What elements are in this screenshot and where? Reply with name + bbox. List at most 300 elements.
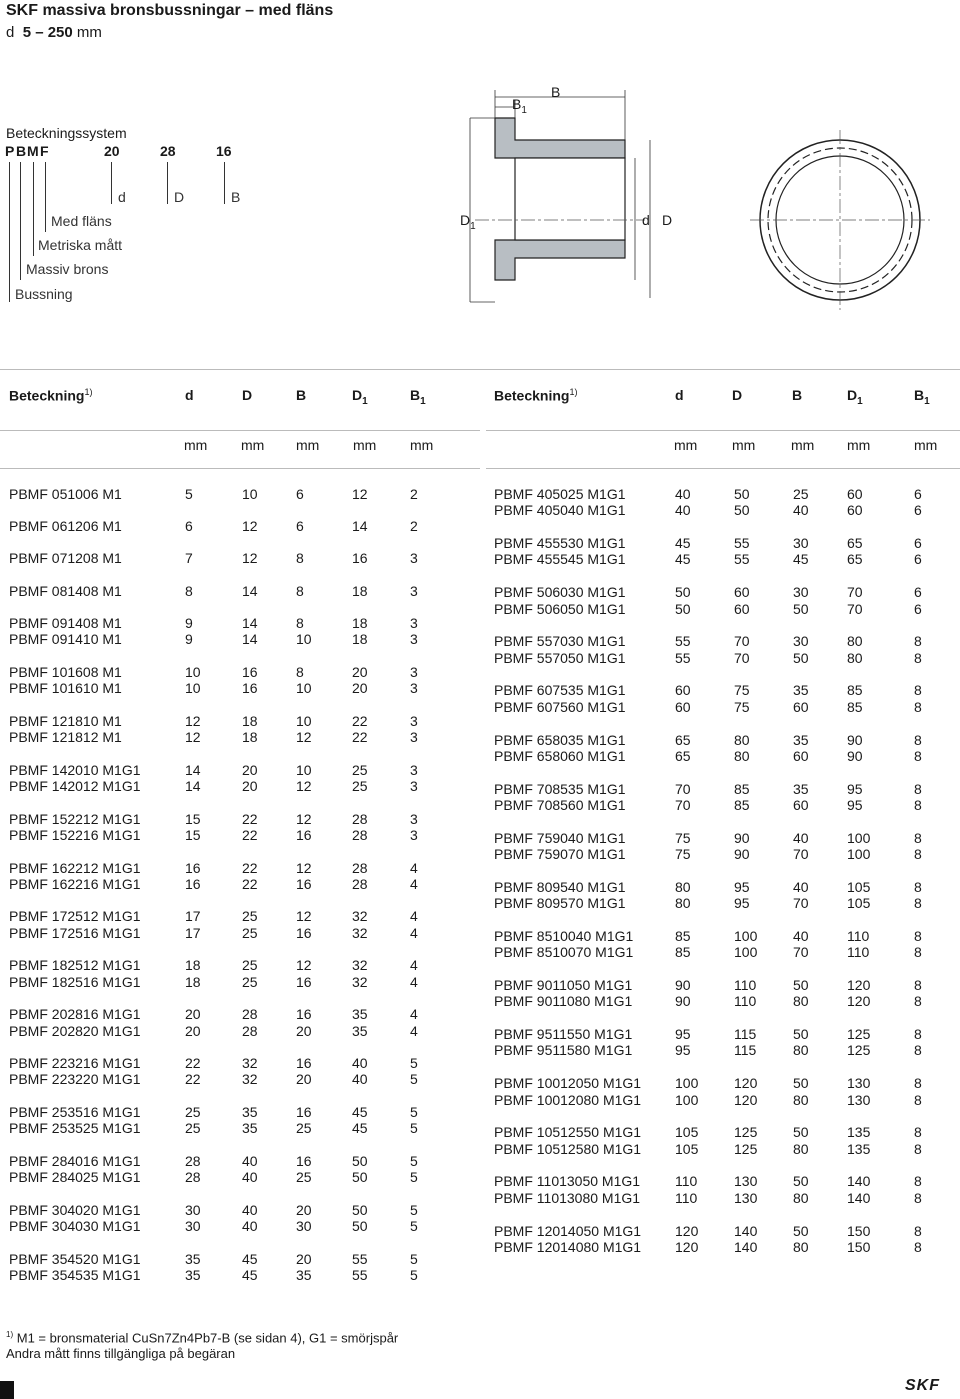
value-cell: 105 [847, 878, 871, 895]
value-cell: 60 [847, 486, 863, 502]
designation-cell: PBMF 12014050 M1G1 [494, 1222, 642, 1239]
value-cell: 80 [734, 731, 750, 748]
value-cell: 10 [296, 680, 312, 697]
value-cell: 85 [734, 780, 750, 797]
value-cell: 3 [410, 583, 418, 599]
value-cell: 50 [793, 600, 809, 617]
value-cell: 70 [734, 633, 750, 650]
value-cell: 40 [675, 502, 691, 519]
end-view [750, 130, 930, 310]
value-cell: 55 [734, 535, 750, 552]
value-cell: 50 [793, 1026, 809, 1043]
value-cell: 20 [296, 1250, 312, 1267]
value-cell: 25 [242, 924, 258, 941]
value-cell: 125 [734, 1124, 758, 1141]
designation-cell: PBMF 091410 M1 [9, 631, 122, 648]
col-header-D-right: D [732, 387, 743, 403]
value-cell: 60 [793, 747, 809, 764]
designation-cell: PBMF 10512550 M1G1 [494, 1124, 642, 1141]
designation-cell: PBMF 607535 M1G1 [494, 682, 626, 699]
value-cell: 150 [847, 1222, 871, 1239]
value-cell: 60 [734, 600, 750, 617]
value-cell: 50 [734, 502, 750, 519]
value-cell: 55 [734, 551, 750, 568]
value-cell: 20 [185, 1022, 201, 1039]
value-cell: 16 [296, 875, 312, 892]
value-cell: 8 [185, 583, 193, 599]
code-p: P [5, 143, 15, 159]
designation-cell: PBMF 162212 M1G1 [9, 859, 141, 876]
value-cell: 22 [352, 712, 368, 729]
value-cell: 3 [410, 663, 418, 680]
value-cell: 8 [296, 663, 304, 680]
designation-cell: PBMF 557030 M1G1 [494, 633, 626, 650]
value-cell: 5 [410, 1169, 418, 1186]
designation-cell: PBMF 11013080 M1G1 [494, 1189, 641, 1206]
designation-cell: PBMF 253516 M1G1 [9, 1104, 141, 1120]
value-cell: 130 [734, 1173, 758, 1190]
value-cell: 8 [914, 878, 922, 895]
value-cell: 28 [352, 826, 368, 843]
value-cell: 25 [242, 908, 258, 925]
value-cell: 35 [793, 731, 809, 748]
value-cell: 95 [734, 895, 750, 912]
value-cell: 30 [296, 1218, 312, 1235]
value-cell: 125 [847, 1026, 871, 1043]
value-cell: 90 [847, 747, 863, 764]
designation-cell: PBMF 405025 M1G1 [494, 486, 626, 502]
value-cell: 8 [914, 731, 922, 748]
designation-cell: PBMF 607560 M1G1 [494, 698, 626, 715]
value-cell: 22 [242, 826, 258, 843]
value-cell: 100 [847, 846, 871, 862]
drawing-label-D: D [662, 212, 673, 228]
value-cell: 15 [185, 826, 201, 843]
value-cell: 4 [410, 1006, 418, 1023]
value-cell: 105 [847, 895, 871, 912]
designation-cell: PBMF 142010 M1G1 [9, 761, 141, 778]
value-cell: 5 [410, 1152, 418, 1169]
value-cell: 3 [410, 761, 418, 778]
value-cell: 50 [352, 1218, 368, 1235]
code-line-20 [111, 162, 112, 204]
value-cell: 35 [352, 1022, 368, 1039]
designation-cell: PBMF 284016 M1G1 [9, 1152, 141, 1169]
value-cell: 12 [242, 518, 258, 534]
value-cell: 45 [793, 551, 809, 568]
header-line-left [0, 430, 480, 431]
value-cell: 8 [914, 944, 922, 961]
designation-cell: PBMF 12014080 M1G1 [494, 1238, 642, 1255]
subtitle-d: d [6, 24, 15, 41]
value-cell: 100 [675, 1091, 699, 1108]
value-cell: 5 [410, 1055, 418, 1072]
value-cell: 8 [914, 1222, 922, 1239]
value-cell: 115 [734, 1026, 757, 1043]
value-cell: 14 [242, 615, 258, 631]
value-cell: 120 [675, 1238, 699, 1255]
code-line-p [9, 162, 10, 302]
unit-line-right [486, 468, 960, 469]
designation-cell: PBMF 253525 M1G1 [9, 1120, 141, 1137]
value-cell: 70 [793, 895, 809, 912]
value-cell: 130 [847, 1091, 871, 1108]
value-cell: 80 [847, 649, 863, 666]
designation-cell: PBMF 223216 M1G1 [9, 1055, 141, 1072]
value-cell: 40 [242, 1169, 258, 1186]
designation-cell: PBMF 759040 M1G1 [494, 829, 626, 846]
label-massiv-brons: Massiv brons [26, 261, 109, 277]
value-cell: 8 [914, 780, 922, 797]
value-cell: 12 [296, 957, 312, 974]
value-cell: 4 [410, 875, 418, 892]
value-cell: 3 [410, 615, 418, 631]
designation-cell: PBMF 11013050 M1G1 [494, 1173, 641, 1190]
value-cell: 40 [242, 1152, 258, 1169]
value-cell: 28 [242, 1022, 258, 1039]
designation-cell: PBMF 172512 M1G1 [9, 908, 141, 925]
value-cell: 25 [296, 1169, 312, 1186]
code-28: 28 [160, 143, 176, 159]
designation-cell: PBMF 152216 M1G1 [9, 826, 141, 843]
value-cell: 3 [410, 680, 418, 697]
designation-cell: PBMF 10012080 M1G1 [494, 1091, 642, 1108]
code-line-f [45, 162, 46, 232]
page-subtitle [6, 24, 102, 41]
value-cell: 45 [675, 551, 691, 568]
value-cell: 80 [793, 1238, 809, 1255]
value-cell: 85 [847, 682, 863, 699]
value-cell: 80 [793, 1140, 809, 1157]
page-title: SKF massiva bronsbussningar – med fläns [6, 2, 334, 19]
value-cell: 16 [242, 680, 258, 697]
value-cell: 8 [914, 1075, 922, 1092]
value-cell: 60 [734, 584, 750, 601]
value-cell: 95 [675, 1042, 691, 1059]
designation-cell: PBMF 304030 M1G1 [9, 1218, 141, 1235]
designation-cell: PBMF 658060 M1G1 [494, 747, 626, 764]
unit-left-D: mm [241, 437, 265, 453]
value-cell: 20 [352, 663, 368, 680]
value-cell: 20 [242, 778, 258, 794]
value-cell: 32 [242, 1071, 258, 1088]
value-cell: 110 [847, 927, 870, 944]
value-cell: 12 [352, 486, 368, 502]
value-cell: 18 [242, 729, 258, 746]
value-cell: 100 [847, 829, 871, 846]
value-cell: 25 [185, 1104, 201, 1120]
col-header-beteckning-left: Beteckning$^{1)}$ [9, 387, 93, 404]
value-cell: 125 [847, 1042, 871, 1059]
value-cell: 28 [352, 810, 368, 827]
value-cell: 80 [793, 1091, 809, 1108]
code-line-16 [224, 162, 225, 204]
designation-cell: PBMF 354520 M1G1 [9, 1250, 141, 1267]
designation-cell: PBMF 455545 M1G1 [494, 551, 626, 568]
designation-cell: PBMF 091408 M1 [9, 615, 122, 631]
code-line-b [20, 162, 21, 280]
value-cell: 18 [185, 973, 201, 990]
value-cell: 16 [242, 663, 258, 680]
value-cell: 10 [185, 680, 201, 697]
value-cell: 12 [296, 859, 312, 876]
value-cell: 6 [296, 518, 304, 534]
value-cell: 95 [847, 796, 863, 813]
value-cell: 12 [185, 712, 201, 729]
value-cell: 12 [242, 550, 258, 566]
value-cell: 8 [914, 1026, 922, 1043]
value-cell: 3 [410, 712, 418, 729]
designation-cell: PBMF 162216 M1G1 [9, 875, 141, 892]
value-cell: 4 [410, 973, 418, 990]
value-cell: 95 [675, 1026, 691, 1043]
designation-cell: PBMF 081408 M1 [9, 583, 122, 599]
unit-right-d: mm [674, 437, 698, 453]
value-cell: 28 [185, 1169, 201, 1186]
designation-cell: PBMF 051006 M1 [9, 486, 122, 502]
value-cell: 50 [352, 1152, 368, 1169]
unit-right-D1: mm [847, 437, 871, 453]
drawing-label-D1: $D_1$ [460, 212, 476, 232]
value-cell: 8 [914, 1042, 922, 1059]
designation-cell: PBMF 9011080 M1G1 [494, 993, 633, 1010]
value-cell: 75 [734, 682, 750, 699]
designation-cell: PBMF 557050 M1G1 [494, 649, 626, 666]
code-m: M [27, 143, 39, 159]
subtitle-range: 5 – 250 [22, 24, 73, 41]
designation-system-title: Beteckningssystem [6, 125, 127, 141]
value-cell: 16 [296, 826, 312, 843]
value-cell: 65 [847, 535, 863, 552]
designation-cell: PBMF 809540 M1G1 [494, 878, 626, 895]
value-cell: 90 [734, 846, 750, 862]
designation-cell: PBMF 061206 M1 [9, 518, 122, 534]
value-cell: 3 [410, 810, 418, 827]
value-cell: 16 [296, 1152, 312, 1169]
value-cell: 50 [793, 977, 809, 993]
value-cell: 8 [296, 550, 304, 566]
value-cell: 140 [734, 1238, 758, 1255]
designation-cell: PBMF 071208 M1 [9, 550, 122, 566]
value-cell: 140 [847, 1189, 871, 1206]
value-cell: 8 [914, 829, 922, 846]
value-cell: 55 [352, 1267, 368, 1283]
value-cell: 32 [352, 924, 368, 941]
value-cell: 8 [914, 895, 922, 912]
value-cell: 50 [793, 1075, 809, 1092]
value-cell: 12 [296, 778, 312, 794]
value-cell: 35 [242, 1120, 258, 1137]
value-cell: 150 [847, 1238, 871, 1255]
unit-line-left [0, 468, 480, 469]
value-cell: 14 [185, 761, 201, 778]
value-cell: 6 [914, 551, 922, 568]
value-cell: 65 [675, 747, 691, 764]
designation-cell: PBMF 708560 M1G1 [494, 796, 626, 813]
value-cell: 6 [914, 600, 922, 617]
value-cell: 2 [410, 518, 418, 534]
value-cell: 50 [793, 1124, 809, 1141]
value-cell: 10 [296, 631, 312, 648]
value-cell: 22 [242, 875, 258, 892]
value-cell: 35 [185, 1250, 201, 1267]
value-cell: 16 [296, 924, 312, 941]
value-cell: 22 [185, 1055, 201, 1072]
value-cell: 8 [914, 633, 922, 650]
designation-cell: PBMF 506030 M1G1 [494, 584, 626, 601]
designation-cell: PBMF 455530 M1G1 [494, 535, 626, 552]
value-cell: 8 [914, 1189, 922, 1206]
value-cell: 70 [847, 600, 863, 617]
value-cell: 35 [352, 1006, 368, 1023]
value-cell: 45 [352, 1104, 368, 1120]
value-cell: 55 [352, 1250, 368, 1267]
value-cell: 6 [914, 502, 922, 519]
value-cell: 60 [793, 796, 809, 813]
col-header-d-right: d [675, 387, 684, 403]
value-cell: 40 [352, 1071, 368, 1088]
value-cell: 110 [847, 944, 870, 961]
unit-right-D: mm [732, 437, 756, 453]
value-cell: 8 [914, 747, 922, 764]
unit-right-B1: mm [914, 437, 938, 453]
value-cell: 40 [242, 1218, 258, 1235]
value-cell: 8 [914, 1238, 922, 1255]
value-cell: 100 [734, 944, 758, 961]
value-cell: 18 [242, 712, 258, 729]
value-cell: 70 [675, 796, 691, 813]
value-cell: 55 [675, 649, 691, 666]
value-cell: 40 [675, 486, 691, 502]
value-cell: 8 [914, 796, 922, 813]
value-cell: 70 [734, 649, 750, 666]
value-cell: 9 [185, 631, 193, 648]
value-cell: 3 [410, 550, 418, 566]
value-cell: 8 [914, 1173, 922, 1190]
value-cell: 80 [675, 878, 691, 895]
value-cell: 32 [352, 957, 368, 974]
value-cell: 8 [914, 977, 922, 993]
value-cell: 110 [675, 1189, 698, 1206]
designation-cell: PBMF 284025 M1G1 [9, 1169, 141, 1186]
value-cell: 110 [675, 1173, 698, 1190]
value-cell: 5 [410, 1120, 418, 1137]
footnote-line-1: $^{1)}$ M1 = bronsmaterial CuSn7Zn4Pb7-B (se sidan 4), G1 = smörjspår [6, 1330, 399, 1346]
designation-cell: PBMF 759070 M1G1 [494, 846, 626, 862]
value-cell: 120 [675, 1222, 699, 1239]
value-cell: 120 [734, 1075, 758, 1092]
value-cell: 35 [793, 780, 809, 797]
value-cell: 18 [352, 615, 368, 631]
value-cell: 60 [847, 502, 863, 519]
value-cell: 3 [410, 631, 418, 648]
value-cell: 4 [410, 859, 418, 876]
value-cell: 6 [914, 535, 922, 552]
value-cell: 80 [793, 1189, 809, 1206]
value-cell: 40 [793, 878, 809, 895]
designation-cell: PBMF 405040 M1G1 [494, 502, 626, 519]
value-cell: 35 [242, 1104, 258, 1120]
value-cell: 28 [352, 875, 368, 892]
col-header-B1-right: $B_1$ [914, 387, 930, 407]
value-cell: 50 [675, 584, 691, 601]
value-cell: 8 [914, 1140, 922, 1157]
value-cell: 22 [242, 810, 258, 827]
value-cell: 125 [734, 1140, 758, 1157]
designation-cell: PBMF 10012050 M1G1 [494, 1075, 642, 1092]
value-cell: 15 [185, 810, 201, 827]
value-cell: 110 [734, 977, 757, 993]
value-cell: 10 [296, 761, 312, 778]
value-cell: 100 [675, 1075, 699, 1092]
value-cell: 80 [734, 747, 750, 764]
value-cell: 50 [352, 1169, 368, 1186]
value-cell: 6 [914, 486, 922, 502]
value-cell: 16 [185, 875, 201, 892]
value-cell: 12 [296, 810, 312, 827]
value-cell: 120 [847, 977, 871, 993]
value-cell: 10 [296, 712, 312, 729]
value-cell: 12 [185, 729, 201, 746]
value-cell: 95 [734, 878, 750, 895]
value-cell: 17 [185, 924, 201, 941]
section-view [495, 118, 625, 280]
value-cell: 20 [296, 1201, 312, 1218]
designation-cell: PBMF 202820 M1G1 [9, 1022, 141, 1039]
value-cell: 65 [847, 551, 863, 568]
value-cell: 9 [185, 615, 193, 631]
value-cell: 140 [847, 1173, 871, 1190]
designation-cell: PBMF 304020 M1G1 [9, 1201, 141, 1218]
col-header-D1-left: $D_1$ [352, 387, 368, 407]
col-header-B-left: B [296, 387, 307, 403]
drawing-label-B: B [551, 84, 561, 100]
value-cell: 135 [847, 1124, 871, 1141]
value-cell: 45 [242, 1250, 258, 1267]
value-cell: 85 [847, 698, 863, 715]
value-cell: 4 [410, 908, 418, 925]
code-20: 20 [104, 143, 120, 159]
value-cell: 110 [734, 993, 757, 1010]
value-cell: 90 [675, 977, 691, 993]
code-line-28 [167, 162, 168, 204]
value-cell: 60 [675, 682, 691, 699]
value-cell: 4 [410, 957, 418, 974]
value-cell: 10 [242, 486, 258, 502]
value-cell: 20 [352, 680, 368, 697]
footnote-line-2: Andra mått finns tillgängliga på begäran [6, 1346, 236, 1361]
value-cell: 55 [675, 633, 691, 650]
value-cell: 35 [185, 1267, 201, 1283]
designation-cell: PBMF 223220 M1G1 [9, 1071, 141, 1088]
col-header-B-right: B [792, 387, 803, 403]
value-cell: 140 [734, 1222, 758, 1239]
header-top-line [0, 369, 960, 370]
value-cell: 95 [847, 780, 863, 797]
value-cell: 8 [296, 615, 304, 631]
value-cell: 6 [185, 518, 193, 534]
designation-cell: PBMF 202816 M1G1 [9, 1006, 141, 1023]
value-cell: 70 [847, 584, 863, 601]
unit-left-B: mm [296, 437, 320, 453]
value-cell: 10 [185, 663, 201, 680]
value-cell: 28 [352, 859, 368, 876]
value-cell: 3 [410, 826, 418, 843]
designation-cell: PBMF 9511550 M1G1 [494, 1026, 633, 1043]
value-cell: 130 [847, 1075, 871, 1092]
value-cell: 14 [242, 631, 258, 648]
designation-cell: PBMF 182516 M1G1 [9, 973, 141, 990]
